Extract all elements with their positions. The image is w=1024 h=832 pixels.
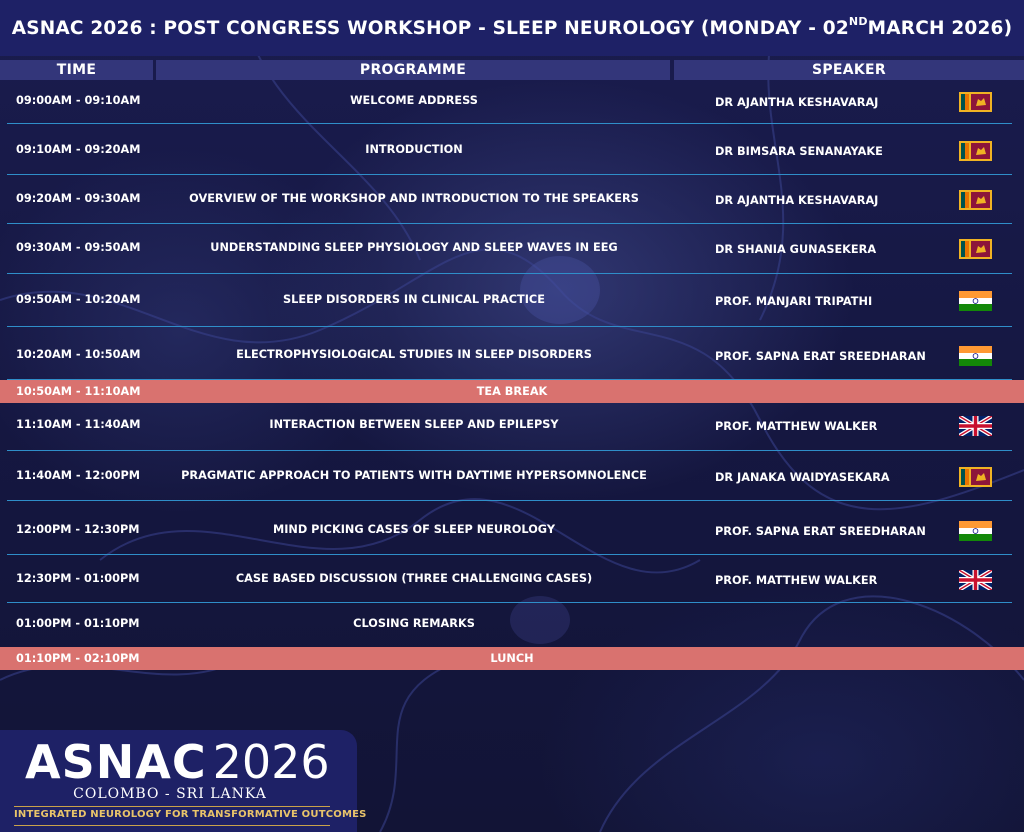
column-header-programme: PROGRAMME: [156, 60, 670, 80]
session-programme: INTRODUCTION: [365, 143, 463, 156]
session-speaker: DR BIMSARA SENANAYAKE: [715, 145, 883, 158]
schedule-row: [7, 274, 1012, 327]
session-time: 09:00AM - 09:10AM: [16, 94, 141, 107]
logo-location: COLOMBO - SRI LANKA: [73, 786, 267, 802]
logo-divider: [14, 806, 330, 807]
logo-name: ASNAC: [25, 735, 207, 789]
session-time: 11:40AM - 12:00PM: [16, 469, 140, 482]
schedule-row: [7, 555, 1012, 603]
session-speaker: PROF. SAPNA ERAT SREEDHARAN: [715, 350, 926, 363]
session-programme: ELECTROPHYSIOLOGICAL STUDIES IN SLEEP DISORDERS: [236, 348, 592, 361]
schedule-row: [7, 175, 1012, 224]
session-time: 09:10AM - 09:20AM: [16, 143, 141, 156]
sri-lanka-flag-icon: [959, 190, 992, 210]
schedule-row: [7, 224, 1012, 274]
session-time: 09:20AM - 09:30AM: [16, 192, 141, 205]
schedule-row: [7, 124, 1012, 175]
schedule-row: [7, 404, 1012, 451]
schedule-row: [7, 603, 1012, 647]
session-programme: CASE BASED DISCUSSION (THREE CHALLENGING CASES): [235, 572, 593, 585]
session-time: 11:10AM - 11:40AM: [16, 418, 141, 431]
break-time: 01:10PM - 02:10PM: [16, 652, 140, 665]
break-label: TEA BREAK: [476, 385, 548, 398]
title-superscript: ND: [848, 14, 868, 28]
break-label: LUNCH: [490, 652, 534, 665]
column-header-speaker: SPEAKER: [674, 60, 1024, 80]
uk-flag-icon: [959, 570, 992, 590]
asnac-logo: [0, 730, 367, 832]
session-programme: OVERVIEW OF THE WORKSHOP AND INTRODUCTION TO THE SPEAKERS: [189, 192, 639, 205]
logo-year: 2026: [212, 735, 330, 789]
break-row: [0, 647, 1024, 670]
logo-divider: [14, 825, 330, 826]
break-row: [0, 380, 1024, 403]
break-time: 10:50AM - 11:10AM: [16, 385, 141, 398]
uk-flag-icon: [959, 416, 992, 436]
india-flag-icon: [959, 291, 992, 311]
india-flag-icon: [959, 521, 992, 541]
schedule-row: [7, 451, 1012, 501]
india-flag-icon: [959, 346, 992, 366]
session-speaker: DR AJANTHA KESHAVARAJ: [715, 96, 879, 109]
title-main: ASNAC 2026 : POST CONGRESS WORKSHOP - SLEEP NEUROLOGY (MONDAY - 02: [11, 17, 849, 39]
session-speaker: DR SHANIA GUNASEKERA: [715, 243, 877, 256]
session-speaker: PROF. MATTHEW WALKER: [715, 420, 878, 433]
session-speaker: PROF. MATTHEW WALKER: [715, 574, 878, 587]
sri-lanka-flag-icon: [959, 239, 992, 259]
session-speaker: DR JANAKA WAIDYASEKARA: [715, 471, 890, 484]
logo-wordmark: [25, 736, 330, 788]
title-end: MARCH 2026): [867, 17, 1013, 39]
session-programme: PRAGMATIC APPROACH TO PATIENTS WITH DAYTIME HYPERSOMNOLENCE: [181, 469, 647, 482]
page-title: [0, 0, 1024, 56]
sri-lanka-flag-icon: [959, 467, 992, 487]
sri-lanka-flag-icon: [959, 92, 992, 112]
session-time: 12:30PM - 01:00PM: [16, 572, 140, 585]
session-time: 12:00PM - 12:30PM: [16, 523, 140, 536]
session-speaker: PROF. MANJARI TRIPATHI: [715, 295, 873, 308]
session-programme: INTERACTION BETWEEN SLEEP AND EPILEPSY: [269, 418, 559, 431]
session-programme: UNDERSTANDING SLEEP PHYSIOLOGY AND SLEEP WAVES IN EEG: [210, 241, 618, 254]
sri-lanka-flag-icon: [959, 141, 992, 161]
session-time: 09:30AM - 09:50AM: [16, 241, 141, 254]
session-time: 10:20AM - 10:50AM: [16, 348, 141, 361]
logo-tagline: INTEGRATED NEUROLOGY FOR TRANSFORMATIVE OUTCOMES: [14, 809, 367, 820]
session-programme: MIND PICKING CASES OF SLEEP NEUROLOGY: [272, 523, 556, 536]
session-time: 01:00PM - 01:10PM: [16, 617, 140, 630]
session-programme: CLOSING REMARKS: [353, 617, 475, 630]
schedule-row: [7, 501, 1012, 555]
schedule-row: [7, 327, 1012, 380]
session-programme: WELCOME ADDRESS: [350, 94, 478, 107]
schedule-row: [7, 86, 1012, 124]
session-programme: SLEEP DISORDERS IN CLINICAL PRACTICE: [283, 293, 545, 306]
session-speaker: DR AJANTHA KESHAVARAJ: [715, 194, 879, 207]
session-time: 09:50AM - 10:20AM: [16, 293, 141, 306]
column-header-time: TIME: [0, 60, 153, 80]
session-speaker: PROF. SAPNA ERAT SREEDHARAN: [715, 525, 926, 538]
